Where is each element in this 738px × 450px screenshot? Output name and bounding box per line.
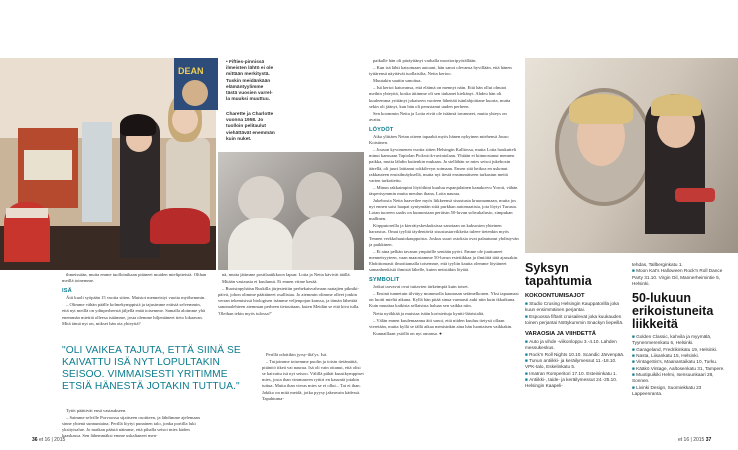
- sidebar-title-2: [632, 292, 732, 331]
- list-item-text: Tunun antiikki- ja keräilymessut 11.-18.10. VPK-talo, Eskelinkatu 5.: [525, 358, 617, 370]
- pull-quote: "OLI VAIKEA TAJUTA, ETTÄ SIINÄ SE KAIVATTU ISÄ NYT LOPULTAKIN SEISOO. VIMMAISESTI YRITIMME ETSIÄ HÄNESTÄ JOTAKIN TUTTUA.": [62, 345, 241, 392]
- sidebar-list-4: [632, 334, 732, 397]
- list-item: ■ Nasta, Liisankatu 15, Helsinki.: [632, 353, 699, 359]
- caption-duo: [226, 112, 278, 143]
- sidebar-sub-varaosia: VARAOSIA JA VIIHDETTÄ: [525, 331, 596, 338]
- paragraph: Aika ylittäen Netan otteen tapaahti myös hänen nykyinen miehensä Jouso Koistinen.: [369, 134, 509, 146]
- paragraph: – Ensinä tunnetuin tilvätyy mummolla kaunasan setämelkonen. Yksi tapaamasi on luotti mieltä aikana. Kyllä hän pitää sinua varmasti auki niin kuin ikkaikuna. Kuin muuttaa kaikista sellaisista haluaa sen vaikka niin.: [369, 291, 519, 309]
- list-item-text: Moon Kat's Halloween Rock'n Roll Dance Party 31.10. Virgin Oil, Mannerheimintie 5, Helsinki.: [632, 268, 723, 286]
- caption-line: vuonna 1958. Jo: [226, 118, 264, 124]
- right-column-1: [369, 58, 519, 338]
- sidebar-title-line: Syksyn: [525, 261, 569, 275]
- caption-line: elämäntyylimme: [226, 84, 264, 90]
- paragraph: – Minun rakkaimpini löytöihini kuuluu espanjalainen kanakorvu Yoroti, vähän täsperisymmin mutta meulun ihana, Lotta nauraa.: [369, 184, 518, 196]
- paragraph: Sen koommin Netta ja Lotta eivät ole isäänsä tavanneet, mutta yhteys on avattu.: [369, 110, 507, 122]
- section-head-isa: ISÄ: [62, 288, 72, 295]
- paragraph: – Saimme selville Porvoossa sijaitseen osoitteen, ja lähdimme ajelemaan sinne yhtenä sunnuntaina. Perillä löytyi punainen talo, jonka portilla luki yksityisalue. Jo matkan päästä näimme, että pihalla seisoi mies käden kaaskassa. Sen lähemmäksi emme uskaltaneet men-: [62, 415, 200, 439]
- caption-pinup: [226, 60, 276, 103]
- paragraph: Kirpputoreilla ja kierrätyskeskuksissa sanotaan on kaksosten yhteinen harrastus. Omat tyylitä täydentäviä sisustustarvikkeita tuleee tietenkin myös Tennen verkkohuutokauppoista. Joskus suuri ostoksia ovat palautunut yhdistyvän ja paikkinen.: [369, 223, 519, 247]
- caption-line: mittään merkitystä.: [226, 72, 270, 78]
- paragraph: – Olimme vähän päälle kolmekymppisiä ja tajusimme eräistä selvemmin, että nyt meillä on ydinperheestä jäljellä enää toisemme. Samalla aloimme yhä enemmän miettiä olleesa isäämme, josta olemme hiljentäneet tieto lokaavan. Mitä tämä nyt on, mikset hän ota yhteyttä?: [62, 302, 205, 326]
- paragraph: Äiti kuoli syöpään 15 vuotta sitten. Muistot menneistyi vuotta myöhemmin.: [66, 295, 206, 301]
- paragraph: Jotkut tarvavat ovat tuttavien tärkeimpiä kuin toiset.: [373, 284, 469, 290]
- list-item: ■ Moon Kat's Halloween Rock'n Roll Dance Party 31.10. Virgin Oil, Mannerheimintie 5, Helsinki.: [632, 268, 723, 286]
- sidebar-title-line: liikkeitä: [632, 317, 678, 332]
- left-column-2: [218, 272, 364, 318]
- list-item-text: Kääkö Vintage, Aaltosenkatu 31, Tampere.: [636, 365, 725, 371]
- list-item: ■ Garageland, Fredrikinkatu 19, Helsinki.: [632, 346, 718, 352]
- sidebar-shops: [632, 262, 732, 397]
- caption-line: tästä vuosien varrel-: [226, 91, 273, 97]
- paragraph: – Ruotsinpyhäisn Ruskilla järjestettiin perhekaisvahvaan raatajien pikniki-päivä, johon olimme päättäneet osallistaa. Jo aiemmin olimme olleet jonkin verran tekemisissä biologisen isämme veljenpojan kanssa, ja tämän lähettää sanomalehteen aiemman perheen tietouttaan, kuten Meidän se että kiva tulla. 'Olethan tekin myös tulossa?': [218, 286, 360, 316]
- sidebar-list-3: [632, 262, 732, 287]
- list-item-text: Muotipuikiki Helmi, Isensuunkaari 28, Sonnen.: [632, 371, 714, 384]
- left-column-1-bottom: [62, 408, 208, 440]
- left-column-2-bottom: [262, 352, 364, 403]
- sidebar-list-1: [525, 301, 625, 326]
- caption-line: Tuskin meidänkään: [226, 78, 271, 84]
- paragraph: Perillä odottikin jyrsy-iltä'ys. Isä.: [266, 352, 328, 357]
- folio-right: [678, 437, 711, 443]
- caption-line: viehättävät enemmän: [226, 130, 275, 136]
- list-item: ■ Antiikki-, taide- ja keräilymessut 24.-25.10. Helsingin Kaapeli-: [525, 376, 618, 389]
- paragraph: – Kun isä lähti katsomaan autoani, hän sanoi olevansa hyvillään, että hänen tyttärensä näyttävät tuollaisilta, Netta kertoo.: [369, 65, 512, 77]
- list-item: ■ VintageSis's, Maanantaikatu 10, Turku.: [632, 359, 718, 365]
- list-item-text: tehdas, Tallberginkatu 1.: [632, 262, 683, 267]
- sidebar-events: [525, 262, 625, 390]
- sidebar-title-line: tapahtumia: [525, 274, 592, 288]
- list-item: ■ Studio Crusing Helsingin Kauppatorilla joka kuun ensimmäinen perjantai.: [525, 301, 620, 313]
- list-item: ■ Imatran Romperitori 17.10. Esteininkatu 1.: [525, 370, 617, 376]
- list-item-text: Imatran Romperitori 17.10. Esteininkatu 1.: [529, 370, 617, 376]
- childhood-photo: [218, 152, 364, 270]
- list-item-text: VintageSis's, Maanantaikatu 10, Turku.: [636, 359, 718, 365]
- caption-line: • Fifties-pinnissä: [226, 60, 265, 65]
- list-item-text: Nasta, Liisankatu 15, Helsinki.: [636, 353, 699, 359]
- sidebar-title: [525, 262, 625, 288]
- list-item-text: Golden Classic, kahvila ja myymälä, Tyynenmerenkatu 6, Helsinki.: [632, 334, 712, 346]
- caption-line: la muuksi muuttuu.: [226, 97, 270, 103]
- paragraph: Mitään vastausta ei kuulunut. Ei ennen viime kesää.: [222, 279, 318, 285]
- caption-line: Charette ja Charlotte: [226, 112, 274, 117]
- section-head-loydot: LÖYDÖT: [369, 126, 394, 133]
- paragraph: – Ei aina pelkän tavaran ympärille sentään pyöri. Emme ole juuttuneet menneisyyteen, vaan maaostamme 50-luvun estetiikkaa ja ilmiöitä tätä ajassakin. Ehdottomasti ilmoittamalla toisemme, että tyyliin kautta olemme löytäneet samanhenkisiä ihmisiä lähelle, kuten netistäkin löytää.: [369, 248, 519, 272]
- list-item: ■ Livinki Design, Suomiekkatu 23 Lappeenranta.: [632, 384, 702, 396]
- list-item: ■ Muotipuikiki Helmi, Isensuunkaari 28, Sonnen.: [632, 371, 714, 384]
- paragraph: – Tutjoimme toisemme puolin ja toisin tietämättä, pitänöö itkeä vai nauraa. Isä oli vain ottanut, että olisi se kaivattu isä nyt seisoo. Välillä pähät kuusikymppiset mies, josta than vimmaseen ryttiri en kasuntä jotakin tuttua. Mutta ihan vieras mies se ei ollut... Tai ei ihan. Jakiko on mitä meidä, jotka pyysy jakeavain kädessä. Tapahtuma-: [262, 359, 364, 401]
- paragraph: Muutakin saattin sanottua.: [373, 78, 422, 84]
- left-column-1: [62, 272, 208, 328]
- list-item: ■ Kääkö Vintage, Aaltosenkatu 31, Tampere.: [632, 365, 725, 371]
- sidebar-sub-kokoontumisajot: KOKOONTUMISAJOT: [525, 293, 585, 299]
- page-number: 37: [705, 437, 712, 443]
- paragraph: – Jouson kyvomenen vuotta sitten Helsingin Kalliossa, mutta Lotta houkutteli minut kanssaan Tapiolan Pickwick-ravintolaan. Yhtään ei kiinnostanut mennen paikka, mutta lähdin kuitenkin mukaan. Ja siellähän se mies seisoi jukeboxin äärellä, oli juuri laittanut rokkilevyn soimaan. Ensen sitä heikoa en uskonut rakkauteen ensisilmäyksellä, mutta nyt tiestä ensimmäiseen tarkastun meitä varten tarkoitettu.: [369, 147, 517, 183]
- list-item-text: Studio Crusing Helsingin Kauppatorilla joka kuun ensimmäinen perjantai.: [525, 301, 620, 313]
- paragraph: Kunnaillaan ystöllä on nyt omansa. ●: [373, 330, 442, 336]
- section-head-symbolit: SYMBOLIT: [369, 277, 400, 284]
- paragraph: nä, mutta jätimme postilaatikkoon lapun: Lotta ja Netta kävivät täällä.: [222, 272, 351, 277]
- sidebar-list-2: [525, 339, 625, 389]
- folio-text: et 16 | 2015: [678, 437, 705, 443]
- caption-line: ilmeisten lähtö ei ole: [226, 66, 274, 72]
- sidebar-title-line: 50-lukuun: [632, 291, 692, 306]
- list-item-text: Antiikki-, taide- ja keräilymessut 24.-25.10. Helsingin Kaapeli-: [525, 376, 618, 389]
- caption-line: kuin nuket.: [226, 136, 252, 142]
- poster-label: DEAN: [178, 66, 204, 76]
- folio-left: [32, 437, 65, 443]
- paragraph: Tytöt päättivät ensä vastaukseen.: [66, 408, 127, 413]
- list-item-text: Livinki Design, Suomiekkatu 23 Lappeenranta.: [632, 384, 702, 396]
- caption-line: tuolloin pelitaulut: [226, 124, 266, 130]
- paragraph: Jukeboxia Netta haaveilee myös liikkeensä sisustusta kruunaamaan, mutta jos nyt ennen saisi haapat syntymään siitä purkkan automaatista, jota löytyi Turusta. Lotan tuoreen saalis on kunnostaan peräisin 50-luvun sohvakalusto, simpukan mallinen.: [369, 197, 517, 222]
- list-item-text: Auto ja vihde -viikonloppu 3.-4.10. Lahden messukeskus.: [525, 339, 617, 351]
- list-item-text: Espoossa fiftarit cruisailevat joka kuukauden toinen perjantai Nöttykummin Snackyn liepeillä.: [525, 313, 624, 325]
- sidebar-title-line: erikoistuneita: [632, 304, 714, 319]
- list-item: ■ Rock'n Roll Nights 10.10. Scandic Järvenpää.: [525, 351, 625, 357]
- list-item: ■ Tunun antiikki- ja keräilymessut 11.-18.10. VPK-talo, Eskelinkatu 5.: [525, 358, 617, 370]
- paragraph: – Välän ennen kuulemaanna äiti sanoi, että niiden kuuluu tietysti ollaan vieretään, mutta kyllä se tällä aikaa menisinkin aina hän luontaisen vaikkakin.: [369, 317, 513, 329]
- paragraph: ihmeissään, mutta emme tuollointkaan pitäneet muiden mielipiteistä. Olihan meillä toinemme.: [62, 272, 207, 284]
- folio-text: et 16 | 2015: [38, 437, 66, 443]
- paragraph: – Isä kertoi katuvansa, että eläimä on mennyt näin. Että hän ollut olnutoi meihin yhteyttä, koska äitimme oli sen itukanet kieltänyt. Ahdeu hän oli kuuleemma yrittänyt jokaiseen vuoteen lähettää isänlahjoittane kuorta, mutta sekin oli jäänyt, kun hän oli perustanut uuden perheen.: [369, 85, 511, 109]
- list-item-text: Garageland, Fredrikinkatu 19, Helsinki.: [636, 346, 718, 352]
- page-number: 36: [32, 437, 38, 443]
- list-item-text: Rock'n Roll Nights 10.10. Scandic Järvenpää.: [529, 351, 625, 357]
- red-dress-photo: [146, 66, 218, 196]
- paragraph: paikalle hän oli päräyttänyt varhalla moottoripyörällään.: [373, 58, 477, 63]
- list-item: ■ Golden Classic, kahvila ja myymälä, Tyynenmerenkatu 6, Helsinki.: [632, 334, 712, 346]
- mirror-photo: [525, 58, 738, 253]
- paragraph: Netta nyökkää ja muistaa isään koristettuja kyntti-läärisialtä.: [373, 310, 485, 316]
- list-item: ■ Espoossa fiftarit cruisailevat joka kuukauden toinen perjantai Nöttykummin Snackyn liepeillä.: [525, 313, 624, 325]
- list-item: ■ Auto ja vihde -viikonloppu 3.-4.10. Lahden messukeskus.: [525, 339, 617, 351]
